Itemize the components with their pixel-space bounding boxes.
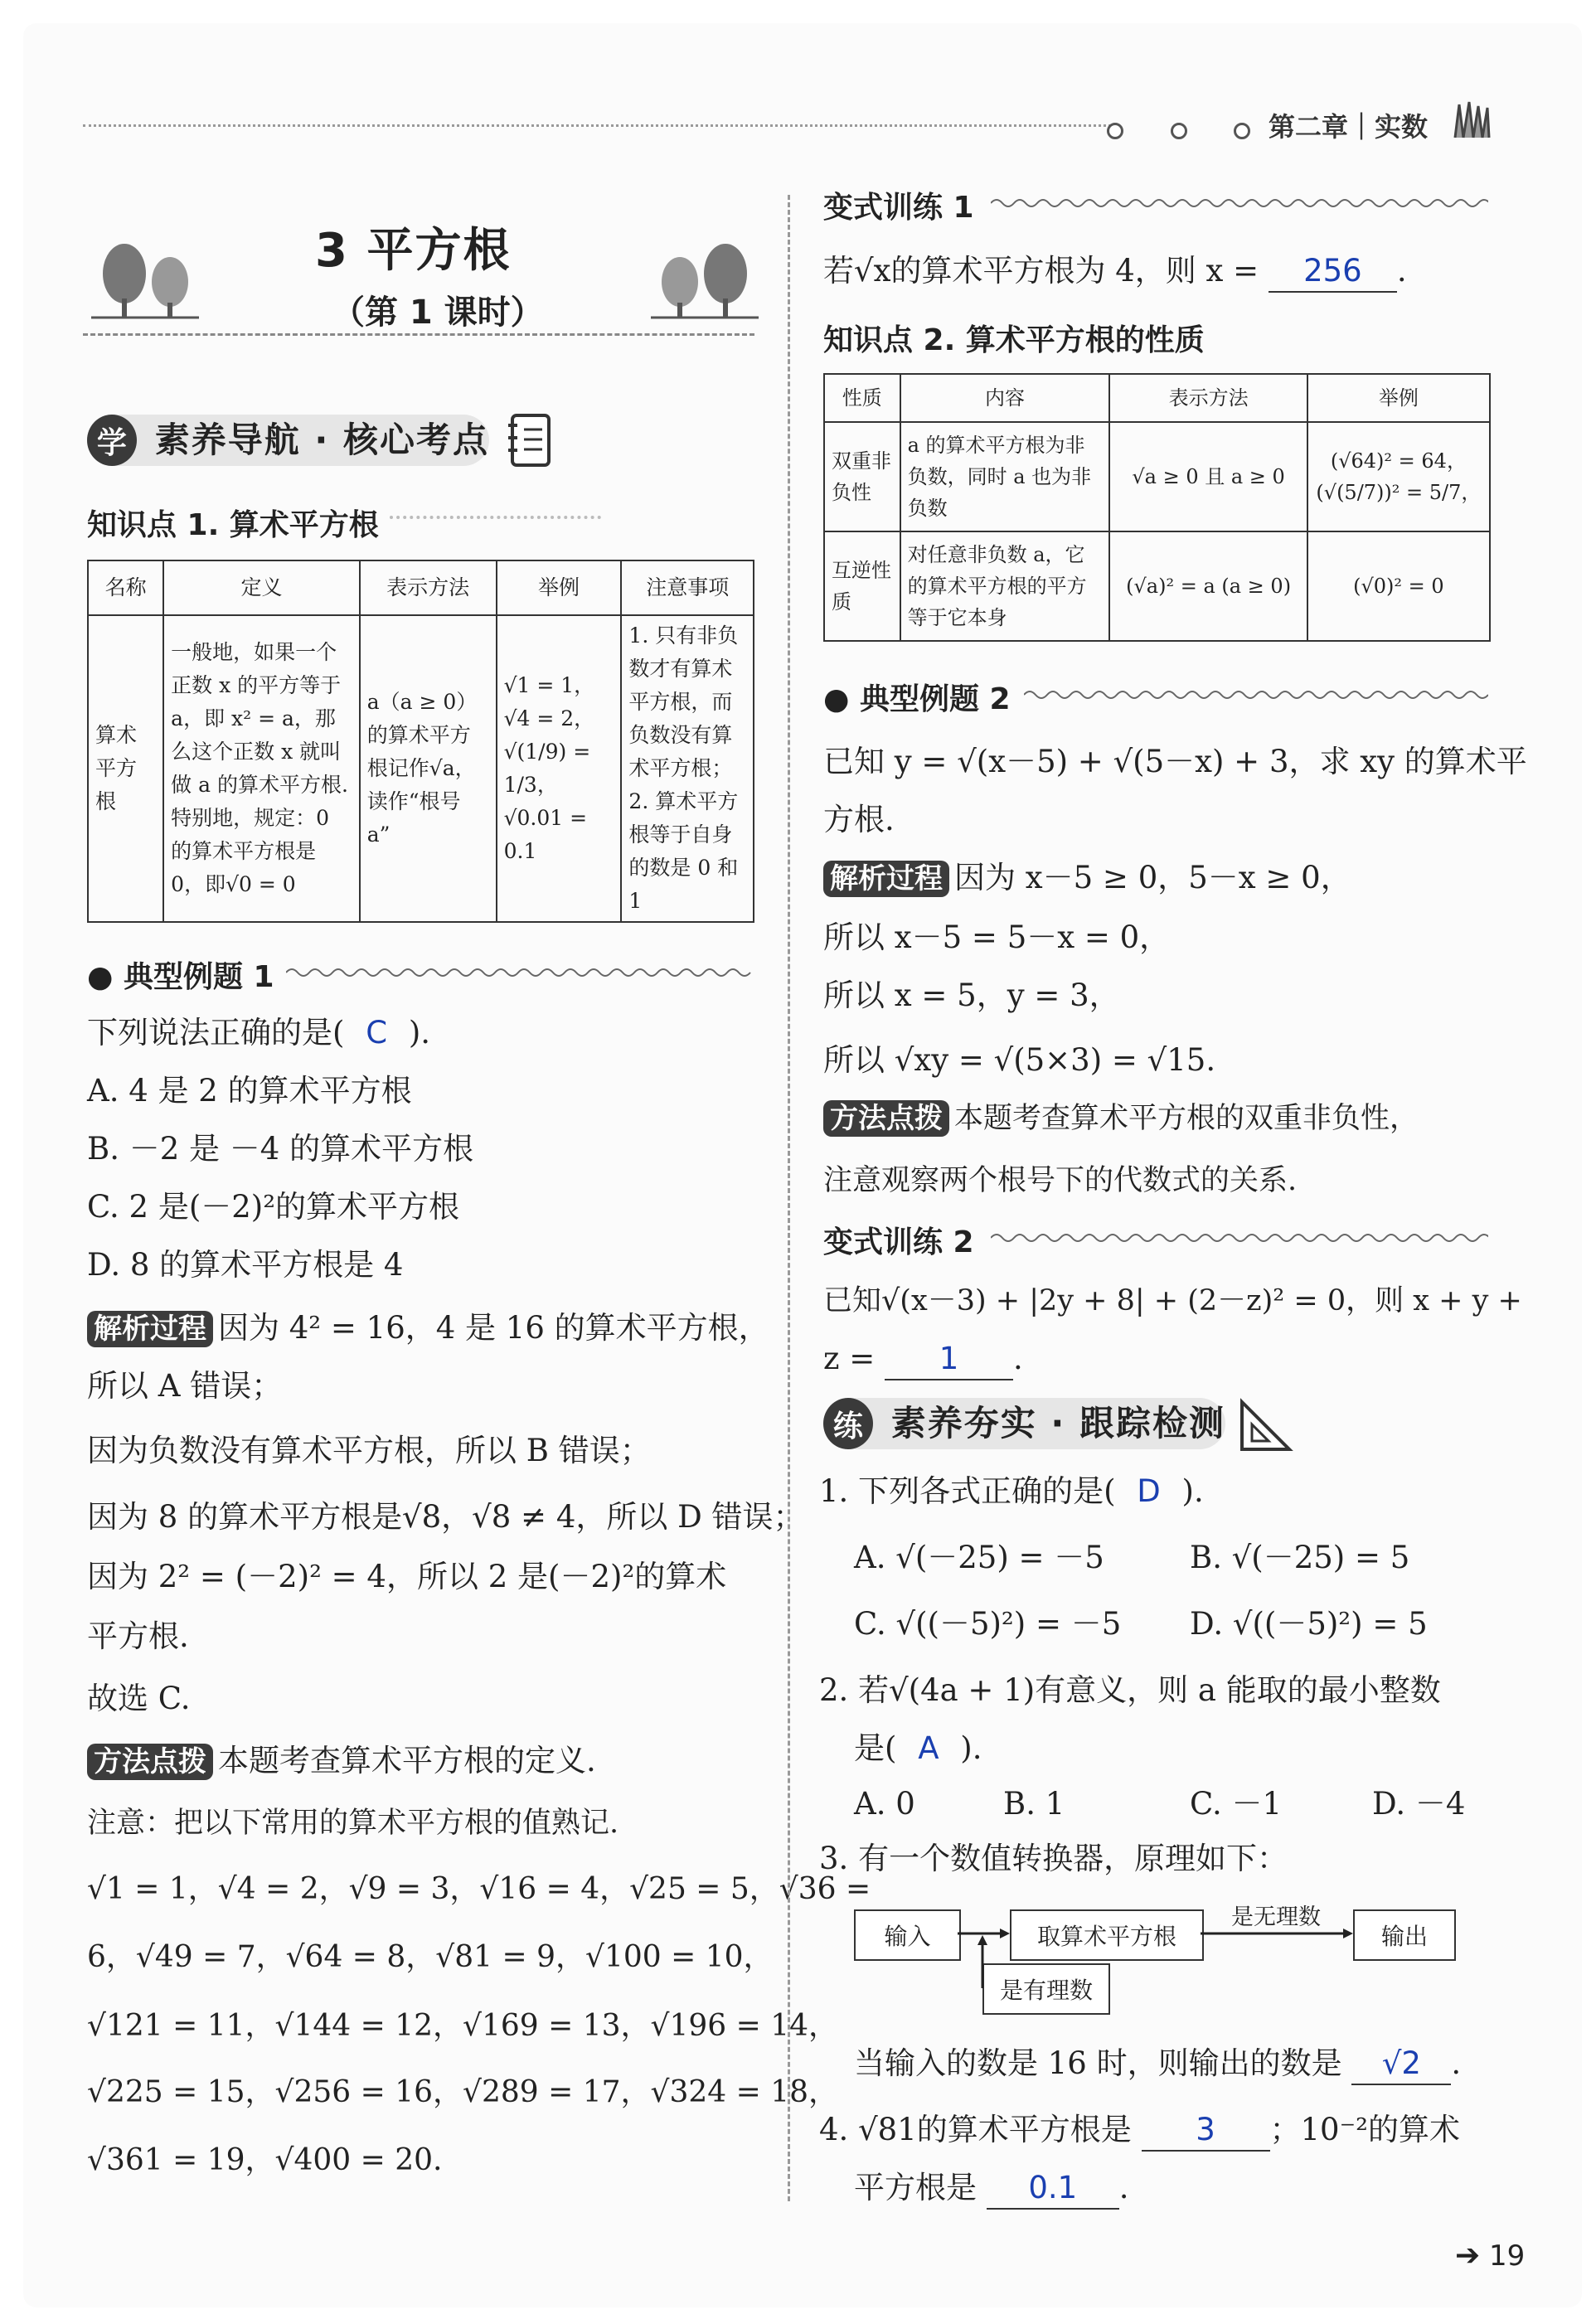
- example-value: (√64)² = 64，: [1330, 449, 1467, 473]
- variant-2-question-line2: [823, 1339, 1023, 1380]
- example-value: √1 = 1，: [503, 673, 595, 697]
- header-dot: [1171, 123, 1187, 139]
- section-banner-guide: [87, 415, 489, 466]
- exercise-2-option-d: D. －4: [1372, 1786, 1466, 1822]
- diagram-process-box: 取算术平方根: [1010, 1909, 1204, 1961]
- answer-handwritten: C: [366, 1015, 388, 1050]
- method-tag: 方法点拨: [823, 1100, 949, 1137]
- wavy-rule: [991, 195, 1488, 211]
- solution-line: 因为 2² = (－2)² = 4，所以 2 是(－2)²的算术: [87, 1559, 727, 1594]
- example-value: √4 = 2，: [503, 706, 595, 730]
- question-text: ；10⁻²的算术: [1269, 2112, 1460, 2147]
- question-end: ).: [960, 1730, 982, 1766]
- table-header: 举例: [497, 560, 622, 615]
- method-line: [87, 1741, 596, 1781]
- header-dot: [1107, 123, 1123, 139]
- property-name: 互逆性质: [824, 531, 900, 641]
- section-banner-practice: [823, 1398, 1225, 1449]
- solution-line: 所以 x = 5，y = 3，: [823, 978, 1120, 1013]
- exercise-1: [819, 1472, 1204, 1511]
- wavy-rule: [286, 964, 754, 981]
- chapter-label: 第二章｜实数: [1269, 111, 1429, 143]
- property-name: 双重非负性: [824, 422, 900, 531]
- exercise-2-option-b: B. 1: [1003, 1786, 1065, 1822]
- answer-handwritten: 1: [885, 1339, 1013, 1380]
- lesson-title: 3 平方根: [315, 224, 512, 278]
- variant-1-heading: 变式训练 1: [823, 191, 974, 225]
- exercise-4-line2: [854, 2168, 1129, 2210]
- solution-tag: 解析过程: [87, 1311, 213, 1347]
- table-header: 性质: [824, 374, 900, 422]
- page-number-text: 19: [1488, 2239, 1526, 2273]
- question-text: 若√x的算术平方根为 4，则 x =: [823, 253, 1259, 289]
- exercise-2: 2. 若√(4a + 1)有意义，则 a 能取的最小整数: [819, 1672, 1441, 1708]
- example-2-heading: ● 典型例题 2: [823, 682, 1011, 716]
- question-end: ).: [1181, 1473, 1204, 1509]
- column-divider: [788, 195, 790, 2201]
- exercise-2-line2: [854, 1729, 982, 1768]
- method-text: 注意观察两个根号下的代数式的关系.: [823, 1164, 1298, 1197]
- notebook-icon: [506, 413, 552, 471]
- example-2-question: 方根.: [823, 802, 895, 837]
- question-end: ).: [408, 1015, 431, 1050]
- question-end: .: [1118, 2170, 1129, 2205]
- value-line: √1 = 1，√4 = 2，√9 = 3，√16 = 4，√25 = 5，√36 =: [87, 1872, 871, 1906]
- table-header: 内容: [900, 374, 1110, 422]
- example-1-heading: ● 典型例题 1: [87, 960, 274, 994]
- solution-line: 平方根.: [87, 1618, 189, 1654]
- title-divider: [83, 333, 754, 336]
- knowledge-point-1-heading: 知识点 1. 算术平方根: [87, 508, 379, 542]
- option-c: C. 2 是(－2)²的算术平方根: [87, 1189, 460, 1225]
- table-cell-notes: 1. 只有非负数才有算术平方根，而负数没有算术平方根；2. 算术平方根等于自身的数是 0 和 1: [621, 615, 754, 922]
- grass-icon: [1451, 98, 1492, 148]
- tree-icon: [651, 240, 759, 327]
- example-1-heading-text: 典型例题 1: [123, 960, 274, 994]
- answer-handwritten: 3: [1142, 2110, 1270, 2152]
- solution-tag: 解析过程: [823, 861, 949, 897]
- exercise-3: 3. 有一个数值转换器，原理如下：: [819, 1841, 1288, 1876]
- example-value: √(1/9) = 1/3，: [503, 740, 591, 797]
- question-text: z =: [823, 1341, 876, 1376]
- diagram-output-box: 输出: [1353, 1909, 1456, 1961]
- question-text: 4. √81的算术平方根是: [819, 2112, 1132, 2147]
- exercise-2-option-a: A. 0: [854, 1786, 915, 1822]
- method-tag: 方法点拨: [87, 1744, 213, 1780]
- exercise-1-option-b: B. √(－25) = 5: [1190, 1540, 1410, 1575]
- solution-line: 所以 √xy = √(5×3) = √15.: [823, 1042, 1216, 1078]
- triangle-ruler-icon: [1235, 1398, 1293, 1459]
- table-header: 名称: [88, 560, 163, 615]
- wavy-rule: [1024, 687, 1488, 703]
- property-notation: √a ≥ 0 且 a ≥ 0: [1109, 422, 1307, 531]
- page-number: [1455, 2239, 1525, 2273]
- question-end: .: [1451, 2045, 1462, 2081]
- banner-text: 素养夯实 · 跟踪检测: [890, 1403, 1225, 1443]
- tree-icon: [91, 240, 199, 327]
- solution-text: 因为 4² = 16，4 是 16 的算术平方根，: [218, 1310, 769, 1346]
- solution-line: 所以 x－5 = 5－x = 0，: [823, 919, 1171, 955]
- method-line: [823, 1099, 1419, 1138]
- example-value: √0.01 = 0.1: [503, 806, 588, 863]
- option-b: B. －2 是 －4 的算术平方根: [87, 1131, 474, 1167]
- table-sqrt-properties: [823, 373, 1491, 642]
- property-examples: (√0)² = 0: [1307, 531, 1490, 641]
- answer-handwritten: A: [918, 1730, 939, 1766]
- solution-line: [87, 1308, 769, 1348]
- solution-line: 所以 A 错误；: [87, 1368, 283, 1404]
- arrow-right-icon: ➔: [1455, 2239, 1481, 2273]
- table-header: 举例: [1307, 374, 1490, 422]
- option-a: A. 4 是 2 的算术平方根: [87, 1073, 412, 1109]
- table-cell-name: 算术平方根: [88, 615, 163, 922]
- banner-text: 素养导航 · 核心考点: [154, 420, 489, 460]
- value-line: 6，√49 = 7，√64 = 8，√81 = 9，√100 = 10，: [87, 1940, 774, 1974]
- exercise-2-option-c: C. －1: [1190, 1786, 1283, 1822]
- wavy-rule: [991, 1230, 1488, 1246]
- example-2-heading-text: 典型例题 2: [859, 682, 1011, 716]
- variant-1-question: [823, 251, 1407, 293]
- lesson-subtitle: （第 1 课时）: [332, 294, 544, 332]
- diagram-rational-box: 是有理数: [982, 1963, 1110, 2015]
- exercise-3-question: [854, 2044, 1461, 2085]
- table-header: 定义: [163, 560, 360, 615]
- solution-text: 因为 x－5 ≥ 0，5－x ≥ 0，: [954, 860, 1351, 895]
- diagram-irrational-label: 是无理数: [1231, 1904, 1321, 1930]
- solution-line: [823, 858, 1351, 898]
- property-content: a 的算术平方根为非负数，同时 a 也为非负数: [900, 422, 1110, 531]
- table-cell-examples: [497, 615, 622, 922]
- solution-line: 因为负数没有算术平方根，所以 B 错误；: [87, 1433, 651, 1468]
- table-cell-notation: a（a ≥ 0）的算术平方根记作√a，读作“根号 a”: [360, 615, 497, 922]
- variant-2-heading: 变式训练 2: [823, 1225, 974, 1259]
- question-text: 1. 下列各式正确的是(: [819, 1473, 1116, 1509]
- banner-icon: 学: [87, 415, 137, 466]
- table-header: 注意事项: [621, 560, 754, 615]
- dotted-rule: [390, 516, 601, 519]
- exercise-1-option-c: C. √((－5)²) = －5: [854, 1606, 1122, 1642]
- value-line: √121 = 11，√144 = 12，√169 = 13，√196 = 14，: [87, 2009, 839, 2043]
- question-end: .: [1396, 253, 1407, 289]
- value-line: √361 = 19，√400 = 20.: [87, 2143, 443, 2177]
- answer-handwritten: √2: [1351, 2044, 1451, 2085]
- table-header: 表示方法: [1109, 374, 1307, 422]
- answer-handwritten: 256: [1269, 251, 1397, 293]
- banner-icon: 练: [823, 1398, 873, 1449]
- example-2-question: 已知 y = √(x－5) + √(5－x) + 3，求 xy 的算术平: [823, 744, 1527, 779]
- example-value: (√(5/7))² = 5/7，: [1316, 481, 1482, 504]
- method-text: 本题考查算术平方根的定义.: [218, 1743, 596, 1778]
- property-notation: (√a)² = a (a ≥ 0): [1109, 531, 1307, 641]
- property-examples: [1307, 422, 1490, 531]
- question-text: 是(: [854, 1730, 897, 1766]
- solution-line: 因为 8 的算术平方根是√8，√8 ≠ 4，所以 D 错误；: [87, 1499, 804, 1535]
- note-intro: 注意：把以下常用的算术平方根的值熟记.: [87, 1807, 619, 1840]
- knowledge-point-2-heading: 知识点 2. 算术平方根的性质: [823, 323, 1205, 357]
- diagram-input-box: 输入: [854, 1909, 961, 1961]
- option-d: D. 8 的算术平方根是 4: [87, 1247, 404, 1283]
- method-text: 本题考查算术平方根的双重非负性，: [954, 1102, 1419, 1135]
- exercise-1-option-a: A. √(－25) = －5: [854, 1540, 1104, 1575]
- table-arithmetic-square-root: [87, 560, 754, 923]
- question-text: 下列说法正确的是(: [87, 1015, 345, 1050]
- exercise-4: [819, 2110, 1460, 2152]
- answer-handwritten: D: [1137, 1473, 1161, 1509]
- diagram-arrows: [953, 1907, 1360, 1990]
- header-dot: [1234, 123, 1250, 139]
- property-content: 对任意非负数 a，它的算术平方根的平方等于它本身: [900, 531, 1110, 641]
- example-1-question: [87, 1013, 430, 1053]
- question-end: .: [1013, 1341, 1023, 1376]
- exercise-1-option-d: D. √((－5)²) = 5: [1190, 1606, 1428, 1642]
- variant-2-question: 已知√(x－3) + |2y + 8| + (2－z)² = 0，则 x + y +: [823, 1284, 1522, 1317]
- question-text: 平方根是: [854, 2170, 977, 2205]
- question-text: 当输入的数是 16 时，则输出的数是: [854, 2045, 1342, 2081]
- header-rule: [83, 124, 1111, 127]
- value-line: √225 = 15，√256 = 16，√289 = 17，√324 = 18，: [87, 2075, 839, 2109]
- solution-line: 故选 C.: [87, 1681, 191, 1716]
- table-header: 表示方法: [360, 560, 497, 615]
- table-cell-definition: 一般地，如果一个正数 x 的平方等于 a，即 x² = a，那么这个正数 x 就叫做 a 的算术平方根. 特别地，规定：0 的算术平方根是 0，即√0 = 0: [163, 615, 360, 922]
- answer-handwritten: 0.1: [987, 2168, 1119, 2210]
